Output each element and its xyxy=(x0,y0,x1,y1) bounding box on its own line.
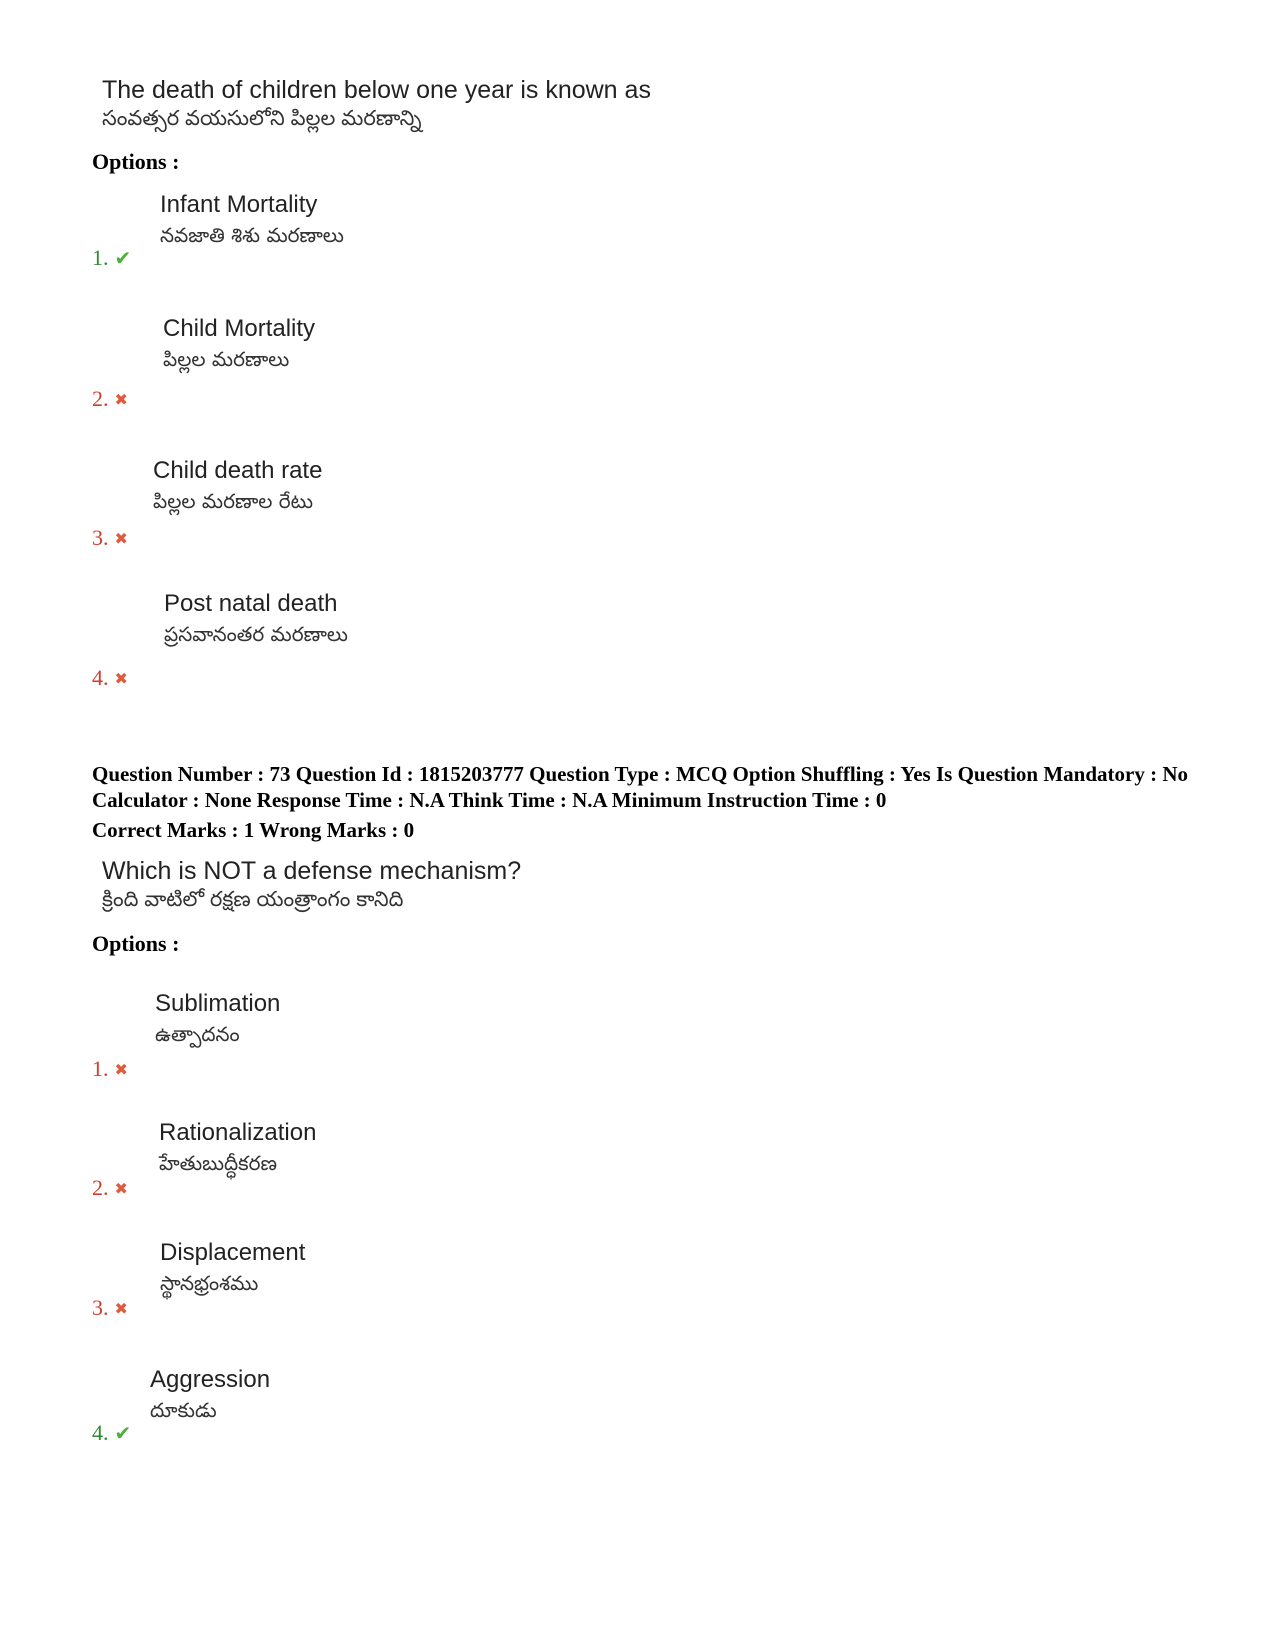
option-number: 4. xyxy=(92,1420,109,1445)
q73-option-4-marker xyxy=(92,1420,131,1446)
q72-option-2-marker xyxy=(92,386,128,412)
cross-icon: ✖ xyxy=(114,1178,128,1198)
q72-option-2-text-en: Child Mortality xyxy=(163,315,316,342)
cross-icon: ✖ xyxy=(114,389,128,409)
q72-option-4-marker xyxy=(92,665,128,691)
question-73-meta: Question Number : 73 Question Id : 1815203777 Question Type : MCQ Option Shuffling : Yes Is Question Mandatory : No Calculator : None Response Time : N.A Think Time : N.A Minimum Instruction Time : 0 xyxy=(92,762,1188,812)
question-73-image xyxy=(102,857,521,917)
option-number: 3. xyxy=(92,525,109,550)
option-number: 3. xyxy=(92,1295,109,1320)
q73-option-1-image xyxy=(155,990,280,1051)
q72-option-2-image xyxy=(163,315,315,376)
q73-option-4-text-en: Aggression xyxy=(150,1366,271,1393)
q72-option-3-image xyxy=(153,457,322,518)
cross-icon: ✖ xyxy=(114,528,128,548)
cross-icon: ✖ xyxy=(114,1059,128,1079)
check-icon: ✔ xyxy=(114,246,132,270)
q72-options-label: Options : xyxy=(92,149,180,174)
option-number: 4. xyxy=(92,665,109,690)
q73-options-label: Options : xyxy=(92,931,180,956)
q73-option-1-marker xyxy=(92,1056,128,1082)
q73-option-1-text-en: Sublimation xyxy=(155,990,281,1017)
q73-option-2-image xyxy=(159,1119,316,1180)
question-72-image xyxy=(102,76,651,136)
option-number: 1. xyxy=(92,245,109,270)
q72-option-4-text-te: ప్రసవానంతర మరణాలు xyxy=(164,622,348,646)
q73-option-2-marker xyxy=(92,1175,128,1201)
q72-option-1-marker xyxy=(92,245,131,271)
q73-option-2-text-en: Rationalization xyxy=(159,1119,317,1146)
cross-icon: ✖ xyxy=(114,1298,128,1318)
q73-option-4-image xyxy=(150,1366,270,1427)
option-number: 2. xyxy=(92,1175,109,1200)
q72-option-1-image xyxy=(160,191,344,252)
option-number: 2. xyxy=(92,386,109,411)
option-number: 1. xyxy=(92,1056,109,1081)
q73-option-2-text-te: హేతుబుద్ధీకరణ xyxy=(159,1151,277,1175)
question-73-text-en: Which is NOT a defense mechanism? xyxy=(102,857,522,885)
q72-option-2-text-te: పిల్లల మరణాలు xyxy=(163,347,290,371)
q72-option-1-text-en: Infant Mortality xyxy=(160,191,318,218)
question-73-marks: Correct Marks : 1 Wrong Marks : 0 xyxy=(92,818,415,842)
q72-option-1-text-te: నవజాతి శిశు మరణాలు xyxy=(160,223,344,247)
q73-option-4-text-te: దూకుడు xyxy=(150,1398,217,1422)
q73-option-3-image xyxy=(160,1239,305,1300)
q72-option-4-text-en: Post natal death xyxy=(164,590,338,617)
question-72-text-en: The death of children below one year is known as xyxy=(102,76,651,104)
question-73-text-te: క్రింది వాటిలో రక్షణ యంత్రాంగం కానిది xyxy=(102,888,404,911)
q73-option-3-marker xyxy=(92,1295,128,1321)
check-icon: ✔ xyxy=(114,1421,132,1445)
q72-option-3-marker xyxy=(92,525,128,551)
cross-icon: ✖ xyxy=(114,668,128,688)
q72-option-4-image xyxy=(164,590,348,651)
q72-option-3-text-en: Child death rate xyxy=(153,457,323,484)
question-72-text-te: సంవత్సర వయసులోని పిల్లల మరణాన్ని xyxy=(102,107,422,130)
q72-option-3-text-te: పిల్లల మరణాల రేటు xyxy=(153,489,314,513)
q73-option-3-text-en: Displacement xyxy=(160,1239,306,1266)
q73-option-3-text-te: స్థానభ్రంశము xyxy=(160,1271,259,1295)
q73-option-1-text-te: ఉత్పాదనం xyxy=(155,1022,240,1046)
